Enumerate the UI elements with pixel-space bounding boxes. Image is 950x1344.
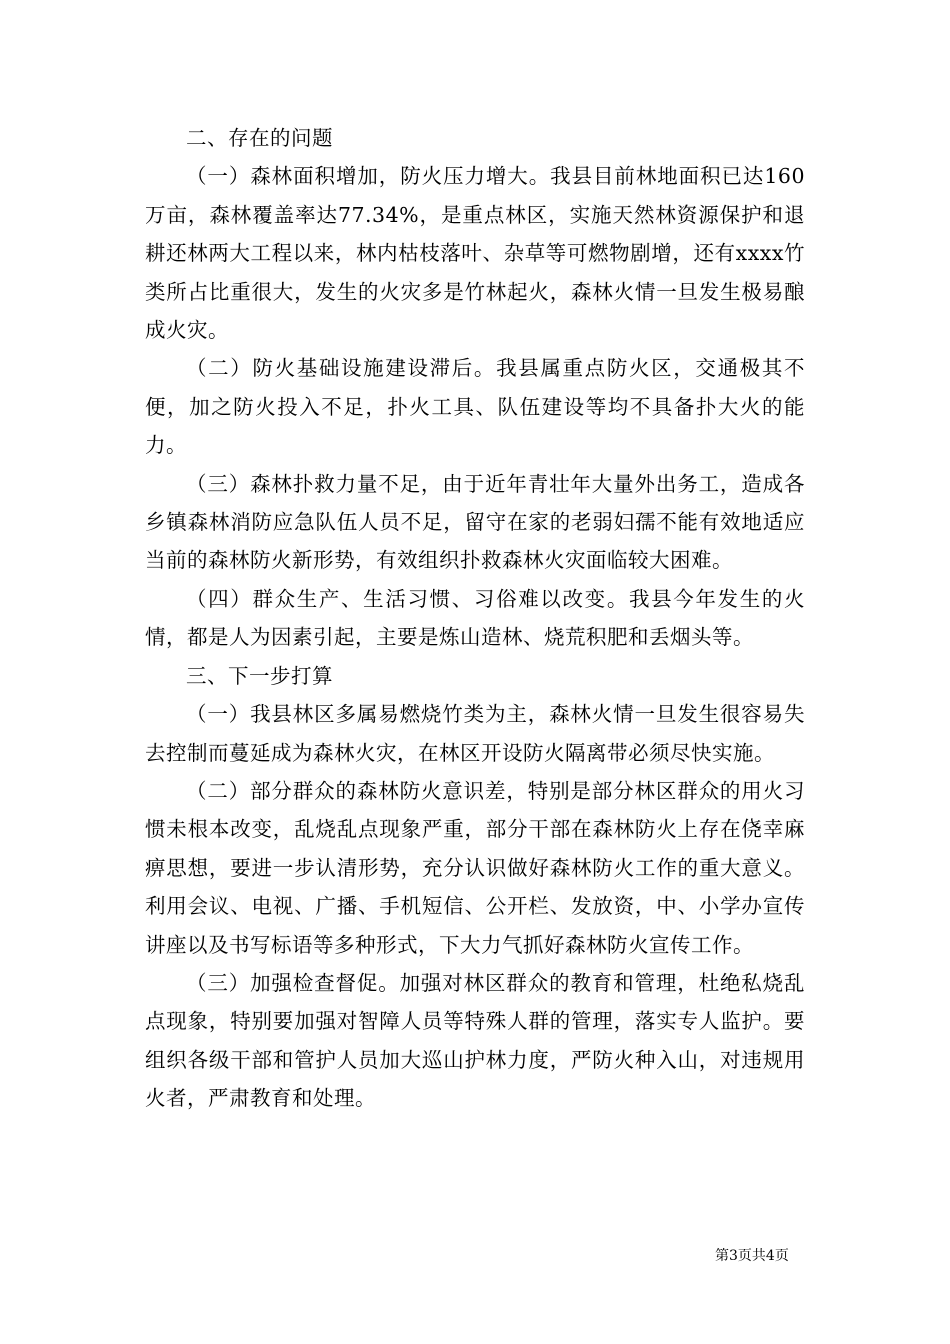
paragraph-problem-1: （一）森林面积增加，防火压力增大。我县目前林地面积已达160万亩，森林覆盖率达77.34%，是重点林区，实施天然林资源保护和退耕还林两大工程以来，林内枯枝落叶、杂草等可燃物剧增，还有xxxx竹类所占比重很大，发生的火灾多是竹林起火，森林火情一旦发生极易酿成火灾。 (145, 164, 805, 343)
page-number-footer: 第3页共4页 (715, 1248, 789, 1264)
paragraph-problem-2: （二）防火基础设施建设滞后。我县属重点防火区，交通极其不便，加之防火投入不足，扑火工具、队伍建设等均不具备扑大火的能力。 (145, 356, 805, 458)
paragraph-problem-3: （三）森林扑救力量不足，由于近年青壮年大量外出务工，造成各乡镇森林消防应急队伍人员不足，留守在家的老弱妇孺不能有效地适应当前的森林防火新形势，有效组织扑救森林火灾面临较大困难。 (145, 471, 805, 573)
paragraph-plan-1: （一）我县林区多属易燃烧竹类为主，森林火情一旦发生很容易失去控制而蔓延成为森林火灾，在林区开设防火隔离带必须尽快实施。 (145, 702, 805, 765)
section-heading-next-steps: 三、下一步打算 (186, 663, 333, 688)
document-body (145, 119, 805, 1118)
paragraph-plan-2: （二）部分群众的森林防火意识差，特别是部分林区群众的用火习惯未根本改变，乱烧乱点现象严重，部分干部在森林防火上存在侥幸麻痹思想，要进一步认清形势，充分认识做好森林防火工作的重大意义。利用会议、电视、广播、手机短信、公开栏、发放资，中、小学办宣传讲座以及书写标语等多种形式，下大力气抓好森林防火宣传工作。 (145, 778, 805, 957)
paragraph-plan-3: （三）加强检查督促。加强对林区群众的教育和管理，杜绝私烧乱点现象，特别要加强对智障人员等特殊人群的管理，落实专人监护。要组织各级干部和管护人员加大巡山护林力度，严防火种入山，对违规用火者，严肃教育和处理。 (145, 970, 805, 1111)
paragraph-problem-4: （四）群众生产、生活习惯、习俗难以改变。我县今年发生的火情，都是人为因素引起，主要是炼山造林、烧荒积肥和丢烟头等。 (145, 586, 805, 650)
section-heading-problems: 二、存在的问题 (186, 126, 333, 150)
